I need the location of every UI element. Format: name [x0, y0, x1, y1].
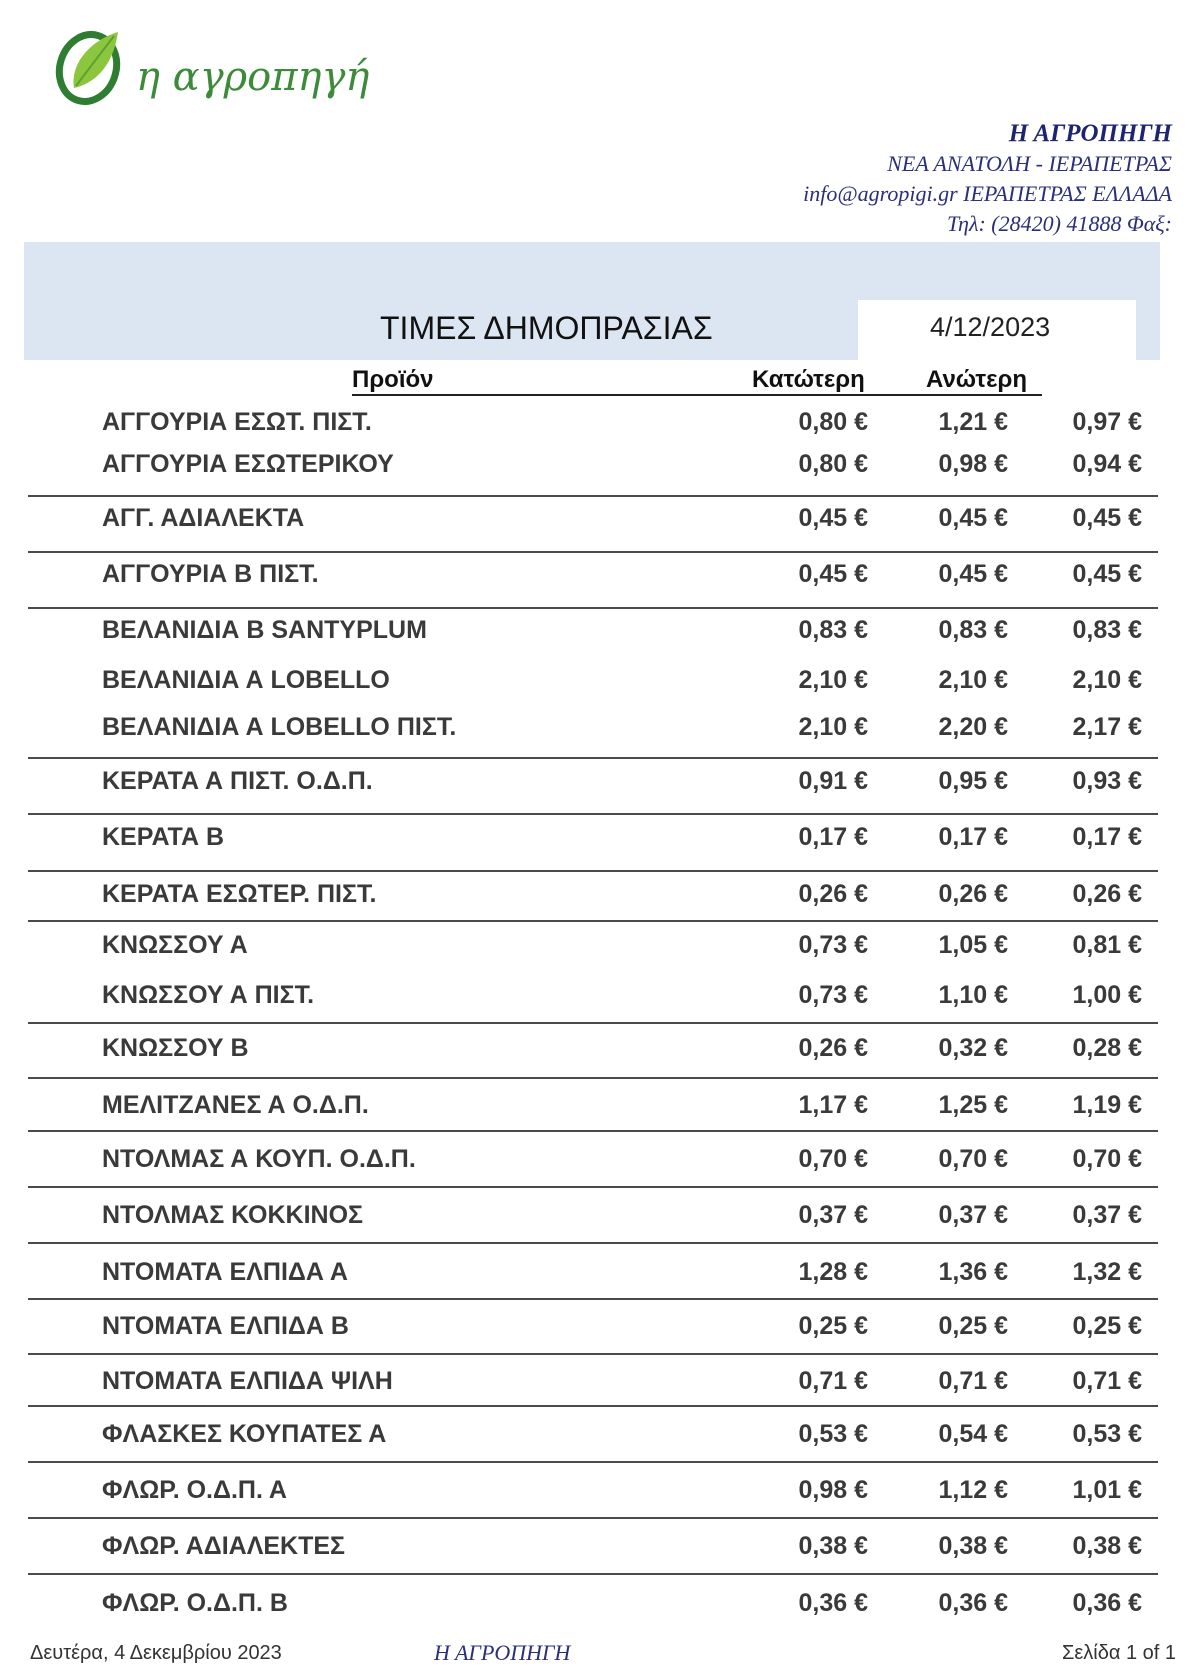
product-name: ΝΤΟΛΜΑΣ ΚΟΚΚΙΝΟΣ: [102, 1201, 364, 1229]
product-name: ΚΕΡΑΤΑ ΕΣΩΤΕΡ. ΠΙΣΤ.: [102, 880, 377, 908]
row-divider: [28, 757, 1158, 759]
table-row: [0, 767, 1200, 811]
table-row: [0, 560, 1200, 604]
average-price: 0,36 €: [1072, 1589, 1142, 1617]
highest-price: 0,71 €: [938, 1367, 1008, 1395]
lowest-price: 0,83 €: [798, 616, 868, 644]
row-divider: [28, 1130, 1158, 1132]
column-header-lowest: Κατώτερη: [752, 366, 865, 393]
product-name: ΚΝΩΣΣΟΥ Α ΠΙΣΤ.: [102, 981, 315, 1009]
table-row: [0, 713, 1200, 757]
average-price: 0,45 €: [1072, 560, 1142, 588]
lowest-price: 0,71 €: [798, 1367, 868, 1395]
average-price: 0,71 €: [1072, 1367, 1142, 1395]
table-row: [0, 1420, 1200, 1464]
table-row: [0, 981, 1200, 1025]
table-row: [0, 931, 1200, 975]
product-name: ΒΕΛΑΝΙΔΙΑ Α LOBELLO: [102, 666, 390, 694]
lowest-price: 0,37 €: [798, 1201, 868, 1229]
company-email-line: info@agropigi.gr ΙΕΡΑΠΕΤΡΑΣ ΕΛΛΑΔΑ: [803, 181, 1172, 206]
average-price: 0,38 €: [1072, 1532, 1142, 1560]
product-name: ΑΓΓΟΥΡΙΑ ΕΣΩΤ. ΠΙΣΤ.: [102, 408, 372, 436]
row-divider: [28, 495, 1158, 497]
row-divider: [28, 1573, 1158, 1575]
lowest-price: 0,36 €: [798, 1589, 868, 1617]
row-divider: [28, 551, 1158, 553]
lowest-price: 2,10 €: [798, 666, 868, 694]
product-name: ΑΓΓΟΥΡΙΑ Β ΠΙΣΤ.: [102, 560, 319, 588]
table-row: [0, 450, 1200, 494]
highest-price: 1,10 €: [938, 981, 1008, 1009]
average-price: 0,28 €: [1072, 1034, 1142, 1062]
table-row: [0, 823, 1200, 867]
product-name: ΑΓΓΟΥΡΙΑ ΕΣΩΤΕΡΙΚΟΥ: [102, 450, 394, 478]
table-row: [0, 1476, 1200, 1520]
product-name: ΒΕΛΑΝΙΔΙΑ Β SANTYPLUM: [102, 616, 427, 644]
lowest-price: 0,17 €: [798, 823, 868, 851]
row-divider: [28, 1353, 1158, 1355]
average-price: 2,10 €: [1072, 666, 1142, 694]
product-name: ΝΤΟΜΑΤΑ ΕΛΠΙΔΑ Β: [102, 1312, 349, 1340]
lowest-price: 0,70 €: [798, 1145, 868, 1173]
row-divider: [28, 1298, 1158, 1300]
product-name: ΜΕΛΙΤΖΑΝΕΣ Α Ο.Δ.Π.: [102, 1091, 369, 1119]
average-price: 2,17 €: [1072, 713, 1142, 741]
highest-price: 0,32 €: [938, 1034, 1008, 1062]
footer-page: Σελίδα 1 of 1: [1061, 1642, 1176, 1664]
lowest-price: 0,98 €: [798, 1476, 868, 1504]
highest-price: 1,25 €: [938, 1091, 1008, 1119]
company-name: Η ΑΓΡΟΠΗΓΗ: [1008, 120, 1172, 147]
product-name: ΚΕΡΑΤΑ Β: [102, 823, 224, 851]
leaf-logo-icon: [52, 22, 132, 112]
highest-price: 0,70 €: [938, 1145, 1008, 1173]
table-row: [0, 880, 1200, 924]
table-row: [0, 1589, 1200, 1633]
lowest-price: 0,53 €: [798, 1420, 868, 1448]
product-name: ΑΓΓ. ΑΔΙΑΛΕΚΤΑ: [102, 504, 305, 532]
table-row: [0, 408, 1200, 452]
product-name: ΒΕΛΑΝΙΔΙΑ Α LOBELLO ΠΙΣΤ.: [102, 713, 457, 741]
highest-price: 0,98 €: [938, 450, 1008, 478]
highest-price: 1,12 €: [938, 1476, 1008, 1504]
product-name: ΝΤΟΛΜΑΣ Α ΚΟΥΠ. Ο.Δ.Π.: [102, 1145, 416, 1173]
highest-price: 0,54 €: [938, 1420, 1008, 1448]
row-divider: [28, 1242, 1158, 1244]
highest-price: 1,36 €: [938, 1258, 1008, 1286]
product-name: ΝΤΟΜΑΤΑ ΕΛΠΙΔΑ Α: [102, 1258, 348, 1286]
row-divider: [28, 870, 1158, 872]
row-divider: [28, 813, 1158, 815]
average-price: 1,01 €: [1072, 1476, 1142, 1504]
lowest-price: 0,91 €: [798, 767, 868, 795]
document-date: 4/12/2023: [930, 312, 1051, 342]
table-row: [0, 1034, 1200, 1078]
table-row: [0, 1145, 1200, 1189]
highest-price: 0,36 €: [938, 1589, 1008, 1617]
product-name: ΦΛΩΡ. Ο.Δ.Π. Α: [102, 1476, 287, 1504]
average-price: 0,93 €: [1072, 767, 1142, 795]
lowest-price: 0,26 €: [798, 1034, 868, 1062]
product-name: ΚΕΡΑΤΑ Α ΠΙΣΤ. Ο.Δ.Π.: [102, 767, 373, 795]
row-divider: [28, 1077, 1158, 1079]
product-name: ΝΤΟΜΑΤΑ ΕΛΠΙΔΑ ΨΙΛΗ: [102, 1367, 393, 1395]
highest-price: 0,26 €: [938, 880, 1008, 908]
average-price: 0,70 €: [1072, 1145, 1142, 1173]
company-phone-line: Τηλ: (28420) 41888 Φαξ:: [947, 211, 1172, 236]
product-name: ΦΛΩΡ. Ο.Δ.Π. Β: [102, 1589, 288, 1617]
highest-price: 2,20 €: [938, 713, 1008, 741]
product-name: ΦΛΑΣΚΕΣ ΚΟΥΠΑΤΕΣ Α: [102, 1420, 387, 1448]
highest-price: 0,25 €: [938, 1312, 1008, 1340]
average-price: 0,25 €: [1072, 1312, 1142, 1340]
footer-company: Η ΑΓΡΟΠΗΓΗ: [434, 1640, 571, 1665]
logo-text: η αγροπηγή: [136, 54, 370, 100]
highest-price: 0,37 €: [938, 1201, 1008, 1229]
table-row: [0, 1201, 1200, 1245]
highest-price: 0,95 €: [938, 767, 1008, 795]
document-title: ΤΙΜΕΣ ΔΗΜΟΠΡΑΣΙΑΣ: [380, 310, 713, 346]
highest-price: 0,83 €: [938, 616, 1008, 644]
header-underline: [352, 394, 1042, 396]
average-price: 1,00 €: [1072, 981, 1142, 1009]
row-divider: [28, 1405, 1158, 1407]
row-divider: [28, 1517, 1158, 1519]
lowest-price: 0,45 €: [798, 560, 868, 588]
average-price: 1,32 €: [1072, 1258, 1142, 1286]
average-price: 0,83 €: [1072, 616, 1142, 644]
company-logo: [52, 22, 382, 122]
average-price: 1,19 €: [1072, 1091, 1142, 1119]
lowest-price: 0,45 €: [798, 504, 868, 532]
company-address: ΝΕΑ ΑΝΑΤΟΛΗ - ΙΕΡΑΠΕΤΡΑΣ: [887, 151, 1172, 176]
date-box: [858, 300, 1136, 360]
product-name: ΦΛΩΡ. ΑΔΙΑΛΕΚΤΕΣ: [102, 1532, 346, 1560]
average-price: 0,26 €: [1072, 880, 1142, 908]
lowest-price: 2,10 €: [798, 713, 868, 741]
product-name: ΚΝΩΣΣΟΥ Β: [102, 1034, 249, 1062]
lowest-price: 1,28 €: [798, 1258, 868, 1286]
average-price: 0,17 €: [1072, 823, 1142, 851]
column-header-highest: Ανώτερη: [926, 366, 1028, 393]
lowest-price: 0,73 €: [798, 981, 868, 1009]
highest-price: 0,17 €: [938, 823, 1008, 851]
average-price: 0,97 €: [1072, 408, 1142, 436]
column-header-product: Προϊόν: [352, 366, 434, 393]
product-name: ΚΝΩΣΣΟΥ Α: [102, 931, 248, 959]
average-price: 0,94 €: [1072, 450, 1142, 478]
lowest-price: 0,80 €: [798, 408, 868, 436]
average-price: 0,37 €: [1072, 1201, 1142, 1229]
table-row: [0, 616, 1200, 660]
row-divider: [28, 1186, 1158, 1188]
lowest-price: 0,26 €: [798, 880, 868, 908]
highest-price: 0,45 €: [938, 560, 1008, 588]
lowest-price: 0,80 €: [798, 450, 868, 478]
table-row: [0, 1258, 1200, 1302]
highest-price: 0,45 €: [938, 504, 1008, 532]
lowest-price: 0,73 €: [798, 931, 868, 959]
highest-price: 0,38 €: [938, 1532, 1008, 1560]
table-row: [0, 1532, 1200, 1576]
highest-price: 1,21 €: [938, 408, 1008, 436]
table-row: [0, 1091, 1200, 1135]
footer-date: Δευτέρα, 4 Δεκεμβρίου 2023: [30, 1642, 282, 1664]
lowest-price: 0,38 €: [798, 1532, 868, 1560]
company-info: [803, 118, 1172, 239]
lowest-price: 0,25 €: [798, 1312, 868, 1340]
highest-price: 1,05 €: [938, 931, 1008, 959]
row-divider: [28, 1461, 1158, 1463]
row-divider: [28, 920, 1158, 922]
average-price: 0,53 €: [1072, 1420, 1142, 1448]
average-price: 0,45 €: [1072, 504, 1142, 532]
highest-price: 2,10 €: [938, 666, 1008, 694]
table-row: [0, 666, 1200, 710]
average-price: 0,81 €: [1072, 931, 1142, 959]
row-divider: [28, 1022, 1158, 1024]
lowest-price: 1,17 €: [798, 1091, 868, 1119]
table-row: [0, 1312, 1200, 1356]
row-divider: [28, 607, 1158, 609]
table-row: [0, 504, 1200, 548]
